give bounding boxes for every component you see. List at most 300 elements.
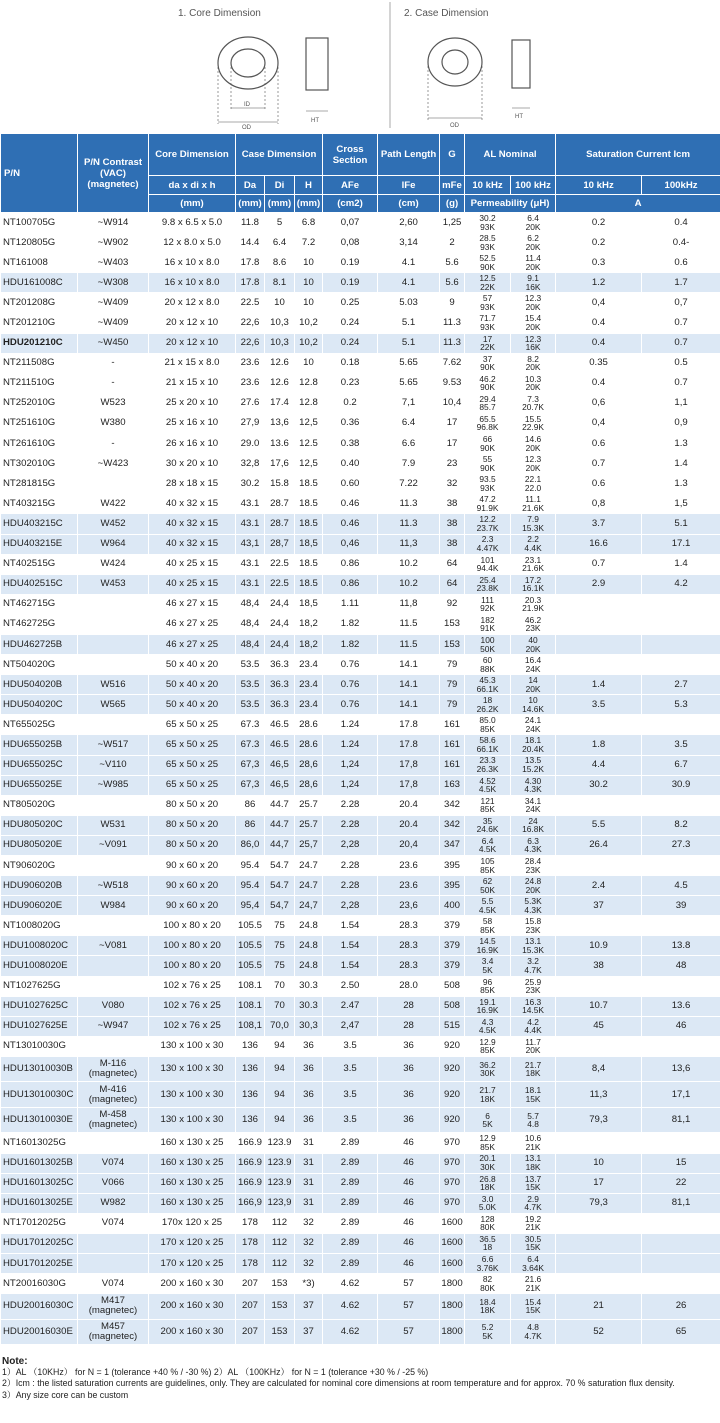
cell-al-10khz-value: 93K xyxy=(480,482,495,493)
cell-sat-10khz: 5.5 xyxy=(556,815,642,835)
cell-h: 6.8 xyxy=(295,213,323,233)
cell-al-100khz-value: 4.3K xyxy=(524,844,542,855)
cell-contrast xyxy=(78,594,149,614)
cell-al-100khz-value: 12.3 xyxy=(524,454,542,465)
cell-core-dimension: 40 x 32 x 15 xyxy=(149,514,236,534)
cell-al-100khz-value: 23K xyxy=(525,985,541,996)
cell-da: 86,0 xyxy=(236,835,265,855)
cell-al-100khz-value: 13.1 xyxy=(524,936,542,947)
cell-da: 29.0 xyxy=(236,434,265,454)
cell-al-10khz-value: 30.2 xyxy=(479,212,496,223)
cell-al-100khz xyxy=(511,1274,556,1294)
cell-da: 14.4 xyxy=(236,233,265,253)
cell-h: 12,5 xyxy=(295,454,323,474)
cell-core-dimension: 25 x 20 x 10 xyxy=(149,393,236,413)
cell-da: 43,1 xyxy=(236,534,265,554)
cell-core-dimension: 100 x 80 x 20 xyxy=(149,936,236,956)
cell-al-10khz-value: 5K xyxy=(482,965,493,976)
cell-lfe: 46 xyxy=(378,1133,440,1153)
cell-lfe: 28.3 xyxy=(378,936,440,956)
cell-al-100khz-value: 21.6K xyxy=(522,502,544,513)
cell-contrast: V074 xyxy=(78,1153,149,1173)
cell-lfe: 46 xyxy=(378,1233,440,1253)
cell-da: 207 xyxy=(236,1319,265,1345)
cell-da: 43.1 xyxy=(236,514,265,534)
cell-contrast: ~W517 xyxy=(78,735,149,755)
cell-da: 67.3 xyxy=(236,715,265,735)
cell-al-100khz xyxy=(511,474,556,494)
cell-al-10khz xyxy=(465,273,511,293)
header-g: G xyxy=(440,134,465,176)
header-path-length: Path Length xyxy=(378,134,440,176)
cell-da: 178 xyxy=(236,1213,265,1233)
cell-al-100khz-value: 17.2 xyxy=(524,574,542,585)
cell-mfe: 153 xyxy=(440,634,465,654)
cell-di: 123.9 xyxy=(265,1173,295,1193)
cell-di: 94 xyxy=(265,1107,295,1133)
table-row xyxy=(1,976,720,996)
cell-core-dimension: 160 x 130 x 25 xyxy=(149,1153,236,1173)
cell-mfe: 79 xyxy=(440,655,465,675)
cell-sat-100khz: 46 xyxy=(642,1016,720,1036)
cell-al-100khz-value: 15K xyxy=(525,1182,541,1193)
cell-contrast xyxy=(78,856,149,876)
cell-h: 24.7 xyxy=(295,856,323,876)
header-core-sub: da x di x h xyxy=(149,176,236,195)
cell-sat-100khz: 26 xyxy=(642,1294,720,1320)
cell-mfe: 920 xyxy=(440,1107,465,1133)
cell-al-100khz-value: 21.9K xyxy=(522,603,544,614)
cell-da: 95.4 xyxy=(236,856,265,876)
cell-mfe: 1600 xyxy=(440,1233,465,1253)
cell-sat-100khz: 3.5 xyxy=(642,735,720,755)
cell-pn: HDU13010030C xyxy=(1,1082,78,1108)
cell-contrast: W380 xyxy=(78,413,149,433)
cell-al-10khz-value: 50K xyxy=(480,643,495,654)
cell-al-10khz-value: 23.8K xyxy=(476,583,499,594)
cell-sat-10khz xyxy=(556,1036,642,1056)
cell-sat-100khz: 13.8 xyxy=(642,936,720,956)
cell-h: 12.8 xyxy=(295,373,323,393)
cell-contrast: V066 xyxy=(78,1173,149,1193)
cell-mfe: 920 xyxy=(440,1082,465,1108)
cell-di: 123.9 xyxy=(265,1133,295,1153)
cell-pn: HDU1008020E xyxy=(1,956,78,976)
cell-mfe: 970 xyxy=(440,1133,465,1153)
cell-lfe: 14.1 xyxy=(378,655,440,675)
cell-core-dimension: 160 x 130 x 25 xyxy=(149,1193,236,1213)
cell-di: 8.1 xyxy=(265,273,295,293)
cell-lfe: 11,3 xyxy=(378,534,440,554)
cell-lfe: 14.1 xyxy=(378,675,440,695)
cell-mfe: 23 xyxy=(440,454,465,474)
cell-da: 108.1 xyxy=(236,996,265,1016)
cell-al-10khz xyxy=(465,1056,511,1082)
cell-da: 166.9 xyxy=(236,1153,265,1173)
cell-al-10khz-value: 111 xyxy=(481,594,494,605)
cell-al-100khz-value: 12.3 xyxy=(524,293,542,304)
cell-lfe: 4.1 xyxy=(378,253,440,273)
cell-da: 48,4 xyxy=(236,594,265,614)
cell-h: 28,6 xyxy=(295,755,323,775)
cell-contrast: M-116 (magnetec) xyxy=(78,1056,149,1082)
cell-contrast xyxy=(78,976,149,996)
cell-al-10khz xyxy=(465,333,511,353)
cell-lfe: 5.1 xyxy=(378,333,440,353)
cell-sat-10khz: 0.7 xyxy=(556,554,642,574)
cell-al-10khz xyxy=(465,1082,511,1108)
cell-di: 54.7 xyxy=(265,876,295,896)
cell-al-10khz-value: 71.7 xyxy=(479,313,496,324)
cell-core-dimension: 21 x 15 x 10 xyxy=(149,373,236,393)
cell-h: 10,2 xyxy=(295,313,323,333)
cell-h: 18,2 xyxy=(295,614,323,634)
header-al-100khz: 100 kHz xyxy=(511,176,556,195)
cell-afe: 2.89 xyxy=(323,1254,378,1274)
cell-al-100khz-value: 16K xyxy=(525,281,541,292)
cell-mfe: 2 xyxy=(440,233,465,253)
cell-h: 12,5 xyxy=(295,413,323,433)
header-sat-100khz: 100kHz xyxy=(642,176,720,195)
cell-h: 32 xyxy=(295,1254,323,1274)
cell-sat-10khz: 10.9 xyxy=(556,936,642,956)
cell-al-10khz-value: 26.2K xyxy=(476,703,499,714)
cell-h: 12.5 xyxy=(295,434,323,454)
cell-pn: HDU805020E xyxy=(1,835,78,855)
cell-core-dimension: 90 x 60 x 20 xyxy=(149,856,236,876)
cell-da: 207 xyxy=(236,1294,265,1320)
cell-al-100khz xyxy=(511,293,556,313)
cell-sat-100khz xyxy=(642,1274,720,1294)
table-row xyxy=(1,454,720,474)
cell-al-100khz-value: 4.7K xyxy=(524,1330,542,1341)
cell-al-10khz-value: 37 xyxy=(482,353,493,364)
cell-sat-10khz xyxy=(556,856,642,876)
cell-al-100khz-value: 13.7 xyxy=(524,1173,542,1184)
cell-al-10khz xyxy=(465,1133,511,1153)
cell-mfe: 347 xyxy=(440,835,465,855)
cell-lfe: 46 xyxy=(378,1213,440,1233)
cell-al-100khz-value: 5.3K xyxy=(524,896,542,907)
cell-di: 123,9 xyxy=(265,1193,295,1213)
cell-h: 24.7 xyxy=(295,876,323,896)
cell-afe: 1.54 xyxy=(323,916,378,936)
cell-al-100khz-value: 15.8 xyxy=(524,916,542,927)
cell-afe: 0.19 xyxy=(323,273,378,293)
cell-afe: 2,28 xyxy=(323,835,378,855)
cell-al-10khz xyxy=(465,253,511,273)
cell-al-10khz-value: 121 xyxy=(480,795,495,806)
case-ht-label: HT xyxy=(515,114,523,120)
cell-al-100khz-value: 24 xyxy=(528,815,538,826)
cell-al-10khz-value: 46.2 xyxy=(479,373,496,384)
header-case-dimension: Case Dimension xyxy=(236,134,323,176)
cell-al-10khz-value: 22K xyxy=(480,342,495,353)
cell-pn: HDU1008020C xyxy=(1,936,78,956)
cell-al-100khz-value: 2.9 xyxy=(527,1193,539,1204)
cell-al-100khz-value: 4.2 xyxy=(527,1016,539,1027)
cell-mfe: 7.62 xyxy=(440,353,465,373)
table-row xyxy=(1,1036,720,1056)
cell-h: 36 xyxy=(295,1036,323,1056)
cell-contrast xyxy=(78,916,149,936)
cell-al-100khz-value: 12.3 xyxy=(524,333,542,344)
cell-contrast: W452 xyxy=(78,514,149,534)
cell-al-100khz-value: 16.3 xyxy=(524,996,542,1007)
cell-contrast: W424 xyxy=(78,554,149,574)
table-row xyxy=(1,213,720,233)
cell-sat-100khz: 0,7 xyxy=(642,293,720,313)
cell-sat-100khz: 0,9 xyxy=(642,413,720,433)
cell-al-10khz xyxy=(465,494,511,514)
cell-al-10khz xyxy=(465,1274,511,1294)
cell-sat-10khz xyxy=(556,1274,642,1294)
cell-sat-10khz xyxy=(556,1254,642,1274)
cell-al-10khz-value: 90K xyxy=(480,462,495,473)
cell-al-100khz xyxy=(511,1153,556,1173)
cell-al-100khz-value: 23K xyxy=(525,864,541,875)
cell-al-10khz-value: 58.6 xyxy=(479,735,496,746)
cell-mfe: 32 xyxy=(440,474,465,494)
cell-contrast: ~W409 xyxy=(78,293,149,313)
cell-da: 136 xyxy=(236,1082,265,1108)
cell-mfe: 163 xyxy=(440,775,465,795)
cell-contrast: W964 xyxy=(78,534,149,554)
cell-al-10khz xyxy=(465,293,511,313)
cell-sat-10khz: 0.4 xyxy=(556,313,642,333)
cell-contrast: W565 xyxy=(78,695,149,715)
cell-sat-100khz: 5.1 xyxy=(642,514,720,534)
cell-afe: 0.38 xyxy=(323,434,378,454)
cell-al-100khz-value: 18.1 xyxy=(524,1085,542,1096)
cell-al-10khz xyxy=(465,434,511,454)
cell-al-10khz-value: 100 xyxy=(480,634,495,645)
cell-al-10khz-value: 92K xyxy=(480,603,495,614)
cell-h: 25.7 xyxy=(295,815,323,835)
cell-afe: 0.86 xyxy=(323,574,378,594)
cell-mfe: 161 xyxy=(440,715,465,735)
cell-mfe: 38 xyxy=(440,494,465,514)
cell-core-dimension: 80 x 50 x 20 xyxy=(149,795,236,815)
cell-al-100khz-value: 13.1 xyxy=(524,1153,542,1164)
header-h: H xyxy=(295,176,323,195)
cell-pn: HDU655025C xyxy=(1,755,78,775)
cell-di: 13.6 xyxy=(265,434,295,454)
table-row xyxy=(1,1173,720,1193)
cell-al-100khz-value: 20.3 xyxy=(524,594,542,605)
cell-di: 44.7 xyxy=(265,815,295,835)
cell-pn: NT211508G xyxy=(1,353,78,373)
cell-core-dimension: 50 x 40 x 20 xyxy=(149,695,236,715)
cell-al-10khz-value: 90K xyxy=(480,442,495,453)
cell-al-100khz xyxy=(511,494,556,514)
cell-al-100khz-value: 16.8K xyxy=(522,824,544,835)
cell-pn: HDU805020C xyxy=(1,815,78,835)
cell-lfe: 7.9 xyxy=(378,454,440,474)
cell-h: 25.7 xyxy=(295,795,323,815)
cell-al-100khz-value: 21.6K xyxy=(522,563,544,574)
cell-al-10khz xyxy=(465,454,511,474)
header-afe: AFe xyxy=(323,176,378,195)
cell-afe: 2.28 xyxy=(323,876,378,896)
cell-mfe: 920 xyxy=(440,1056,465,1082)
cell-da: 178 xyxy=(236,1233,265,1253)
cell-h: 10 xyxy=(295,253,323,273)
table-row xyxy=(1,233,720,253)
cell-di: 5 xyxy=(265,213,295,233)
cell-al-10khz xyxy=(465,554,511,574)
cell-sat-100khz xyxy=(642,916,720,936)
table-row xyxy=(1,936,720,956)
cell-pn: NT201208G xyxy=(1,293,78,313)
cell-h: 28.6 xyxy=(295,715,323,735)
cell-lfe: 20.4 xyxy=(378,815,440,835)
cell-mfe: 379 xyxy=(440,916,465,936)
cell-pn: HDU906020E xyxy=(1,896,78,916)
cell-da: 22,6 xyxy=(236,313,265,333)
table-row xyxy=(1,675,720,695)
cell-al-100khz-value: 4.30 xyxy=(524,775,542,786)
cell-al-100khz xyxy=(511,1193,556,1213)
cell-h: 32 xyxy=(295,1213,323,1233)
cell-sat-100khz: 1.3 xyxy=(642,434,720,454)
cell-afe: 0.76 xyxy=(323,655,378,675)
cell-h: 10,2 xyxy=(295,333,323,353)
cell-al-100khz-value: 11.1 xyxy=(525,494,541,505)
cell-mfe: 5.6 xyxy=(440,253,465,273)
cell-contrast: - xyxy=(78,373,149,393)
cell-al-10khz-value: 30K xyxy=(480,1068,495,1079)
cell-al-10khz xyxy=(465,213,511,233)
cell-afe: 2,28 xyxy=(323,896,378,916)
cell-al-100khz xyxy=(511,373,556,393)
cell-lfe: 7.22 xyxy=(378,474,440,494)
cell-al-100khz-value: 15.5 xyxy=(524,413,542,424)
table-row xyxy=(1,956,720,976)
table-row xyxy=(1,815,720,835)
cell-h: 36 xyxy=(295,1082,323,1108)
cell-core-dimension: 40 x 32 x 15 xyxy=(149,494,236,514)
cell-di: 70,0 xyxy=(265,1016,295,1036)
cell-h: 31 xyxy=(295,1173,323,1193)
cell-core-dimension: 9.8 x 6.5 x 5.0 xyxy=(149,213,236,233)
cell-al-10khz-value: 19.1 xyxy=(479,996,496,1007)
cell-core-dimension: 170x 120 x 25 xyxy=(149,1213,236,1233)
cell-al-100khz-value: 7.9 xyxy=(527,514,539,525)
cell-pn: HDU504020C xyxy=(1,695,78,715)
core-id-label: ID xyxy=(244,102,250,108)
cell-al-10khz-value: 91K xyxy=(480,623,495,634)
table-row xyxy=(1,1082,720,1108)
cell-mfe: 38 xyxy=(440,534,465,554)
cell-afe: 0.40 xyxy=(323,454,378,474)
cell-al-10khz-value: 88K xyxy=(480,663,495,674)
cell-contrast: ~W403 xyxy=(78,253,149,273)
cell-al-10khz-value: 36.2 xyxy=(479,1059,496,1070)
cell-al-10khz-value: 3.76K xyxy=(476,1262,499,1273)
cell-al-10khz-value: 4.5K xyxy=(478,784,497,795)
cell-al-10khz xyxy=(465,896,511,916)
cell-al-10khz-value: 16.9K xyxy=(476,944,499,955)
cell-al-10khz xyxy=(465,373,511,393)
cell-di: 36.3 xyxy=(265,675,295,695)
cell-afe: 0.76 xyxy=(323,695,378,715)
cell-al-10khz-value: 23.3 xyxy=(479,755,496,766)
cell-al-10khz xyxy=(465,815,511,835)
case-od-label: OD xyxy=(450,123,459,129)
cell-sat-100khz: 1,1 xyxy=(642,393,720,413)
cell-al-10khz-value: 91.9K xyxy=(476,502,499,513)
cell-al-10khz-value: 4.47K xyxy=(476,543,499,554)
cell-h: 23.4 xyxy=(295,695,323,715)
cell-al-100khz xyxy=(511,715,556,735)
cell-pn: NT1027625G xyxy=(1,976,78,996)
cell-h: 37 xyxy=(295,1319,323,1345)
cell-al-100khz-value: 20K xyxy=(525,221,541,232)
cell-al-100khz-value: 11.7 xyxy=(525,1036,541,1047)
cell-mfe: 9.53 xyxy=(440,373,465,393)
table-row xyxy=(1,655,720,675)
cell-mfe: 1800 xyxy=(440,1274,465,1294)
cell-afe: 2.89 xyxy=(323,1193,378,1213)
cell-core-dimension: 100 x 80 x 20 xyxy=(149,916,236,936)
cell-al-10khz-value: 65.5 xyxy=(479,413,496,424)
cell-al-10khz-value: 18.4 xyxy=(479,1296,496,1307)
cell-sat-100khz: 0.7 xyxy=(642,313,720,333)
cell-al-100khz-value: 20K xyxy=(525,362,541,373)
cell-afe: 0.19 xyxy=(323,253,378,273)
cell-al-100khz xyxy=(511,1254,556,1274)
cell-mfe: 79 xyxy=(440,675,465,695)
cell-da: 166.9 xyxy=(236,1133,265,1153)
cell-al-100khz-value: 24K xyxy=(525,663,541,674)
cell-al-10khz-value: 85.0 xyxy=(479,715,496,726)
cell-core-dimension: 160 x 130 x 25 xyxy=(149,1173,236,1193)
cell-pn: NT13010030G xyxy=(1,1036,78,1056)
cell-al-100khz-value: 3.64K xyxy=(522,1262,544,1273)
cell-sat-100khz: 13,6 xyxy=(642,1056,720,1082)
cell-al-100khz xyxy=(511,695,556,715)
cell-al-100khz xyxy=(511,936,556,956)
cell-al-100khz xyxy=(511,634,556,654)
cell-core-dimension: 130 x 100 x 30 xyxy=(149,1036,236,1056)
cell-h: 10 xyxy=(295,273,323,293)
cell-lfe: 36 xyxy=(378,1056,440,1082)
cell-sat-100khz: 0.5 xyxy=(642,353,720,373)
cell-al-100khz-value: 16K xyxy=(525,342,541,353)
cell-sat-10khz xyxy=(556,916,642,936)
cell-h: 23.4 xyxy=(295,675,323,695)
table-row xyxy=(1,1056,720,1082)
cell-da: 95,4 xyxy=(236,896,265,916)
cell-h: 23.4 xyxy=(295,655,323,675)
header-saturation-current: Saturation Current Icm xyxy=(556,134,720,176)
cell-al-10khz-value: 2.3 xyxy=(481,534,494,545)
cell-lfe: 20.4 xyxy=(378,795,440,815)
cell-sat-10khz: 3.7 xyxy=(556,514,642,534)
cell-di: 112 xyxy=(265,1233,295,1253)
cell-pn: HDU20016030E xyxy=(1,1319,78,1345)
cell-contrast xyxy=(78,634,149,654)
cell-mfe: 342 xyxy=(440,795,465,815)
cell-pn: NT302010G xyxy=(1,454,78,474)
cell-pn: NT16013025G xyxy=(1,1133,78,1153)
cell-al-10khz-value: 4.5K xyxy=(478,844,497,855)
table-row xyxy=(1,373,720,393)
cell-da: 86 xyxy=(236,795,265,815)
cell-sat-10khz xyxy=(556,1233,642,1253)
cell-afe: 2,47 xyxy=(323,1016,378,1036)
